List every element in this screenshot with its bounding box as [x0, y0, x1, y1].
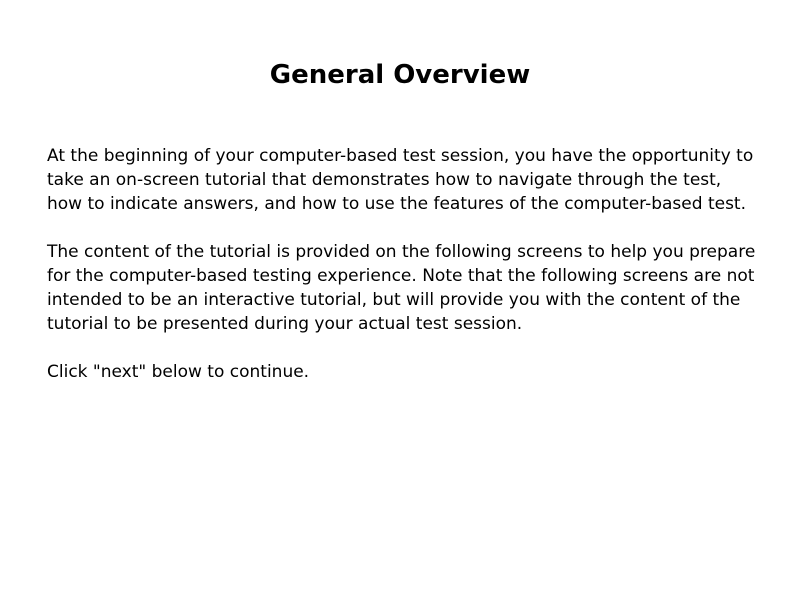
continue-instruction: Click "next" below to continue. — [47, 362, 310, 382]
overview-body — [47, 144, 757, 408]
tutorial-content-paragraph: The content of the tutorial is provided on the following screens to help you prepare for the computer-based testing experience. Note that the following screens are not intended to be an interactive tutorial, but will provide you with the content of the tutorial to be presented during your actual test session. — [47, 242, 756, 334]
intro-paragraph: At the beginning of your computer-based test session, you have the opportunity to take an on-screen tutorial that demonstrates how to navigate through the test, how to indicate answers, and how to use the features of the computer-based test. — [47, 146, 754, 214]
page-title: General Overview — [269, 60, 531, 90]
